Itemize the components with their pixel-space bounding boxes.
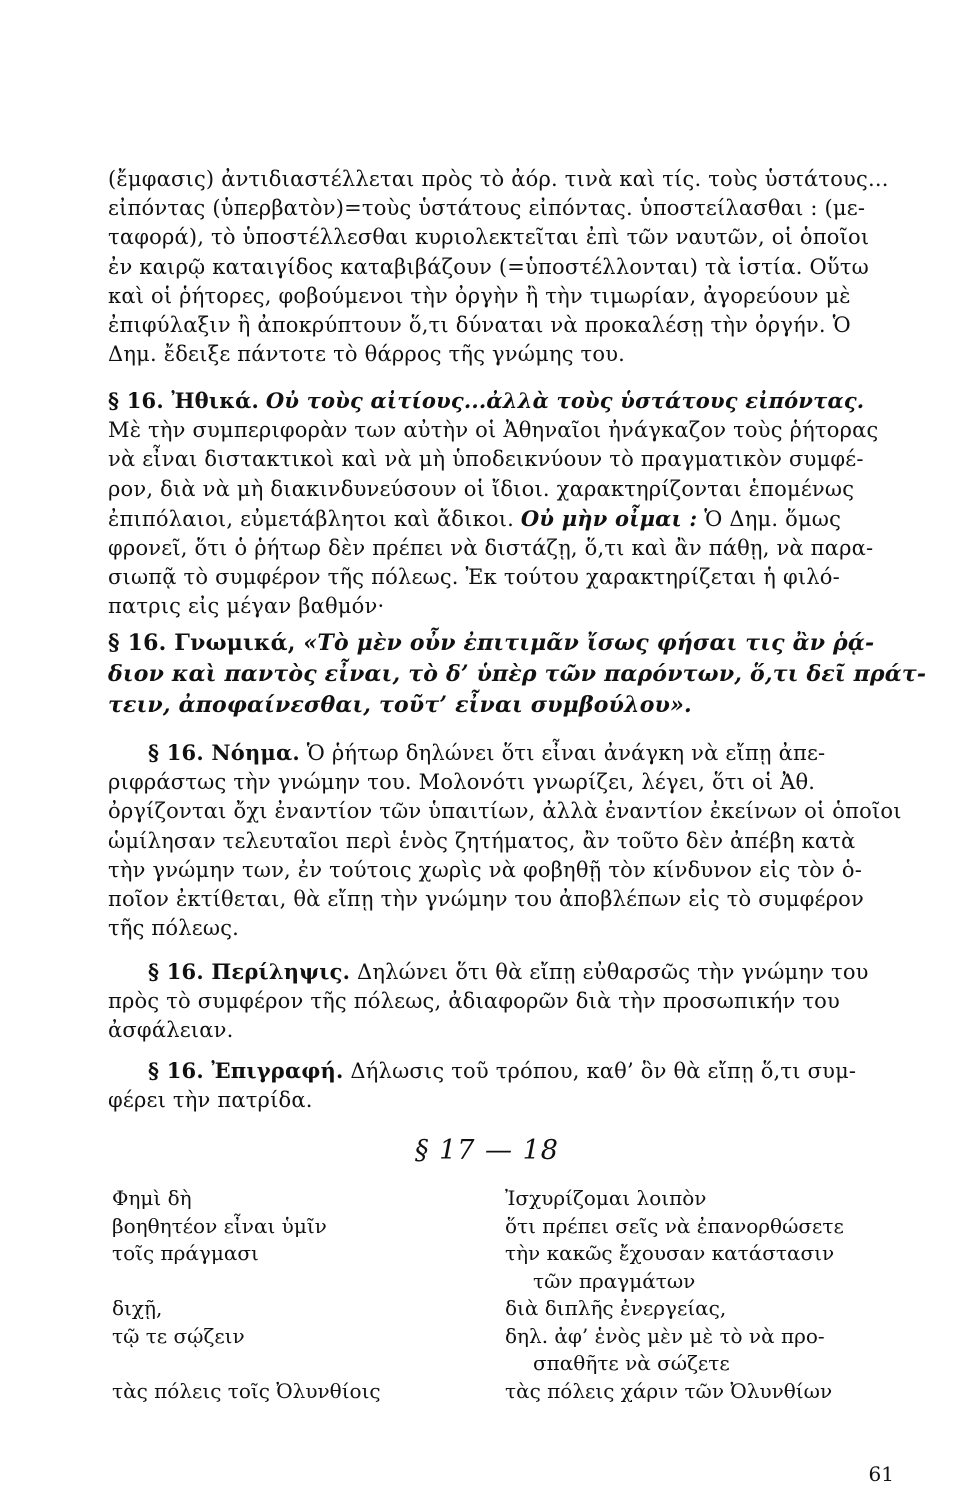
section-label: § 16. Γνωμικά, [108, 630, 296, 656]
perilipsis-section [108, 957, 898, 1046]
text-fragment: Δήλωσις τοῦ τρόπου, καθ’ ὃν θὰ εἴπῃ ὅ,τι συμ- [350, 1059, 857, 1083]
text-line: ἐν καιρῷ καταιγίδος καταβιβάζουν (=ὑποστέλλονται) τὰ ἱστία. Οὕτω [108, 254, 869, 279]
translation-line: δηλ. ἀφ’ ἑνὸς μὲν μὲ τὸ νὰ προ- [505, 1323, 825, 1348]
section-label: § 16. Ἠθικά. [108, 388, 260, 413]
text-line: εἰπόντας (ὑπερβατὸν)=τοὺς ὑστάτους εἰπόντας. ὑποστείλασθαι : (με- [108, 196, 866, 221]
section-heading-line [108, 386, 898, 416]
text-line: (ἔμφασις) ἀντιδιαστέλλεται πρὸς τὸ ἀόρ. τινὰ καὶ τίς. τοὺς ὑστάτους... [108, 167, 889, 191]
text-line-with-quote [108, 504, 898, 534]
quote-text: Οὐ μὴν οἶμαι : [520, 505, 698, 531]
translation-line: τὴν κακῶς ἔχουσαν κατάστασιν [505, 1241, 835, 1265]
section-label: § 16. Νόημα. [148, 740, 300, 765]
greek-text-column [112, 1185, 442, 1405]
section-label: § 16. Περίληψις. [148, 959, 351, 984]
greek-line: βοηθητέον εἶναι ὑμῖν [112, 1213, 327, 1238]
text-line: ριφράστως τὴν γνώμην του. Μολονότι γνωρίζει, λέγει, ὅτι οἱ Ἀθ. [108, 770, 816, 795]
text-line: Δημ. ἔδειξε πάντοτε τὸ θάρρος τῆς γνώμης του. [108, 342, 626, 367]
text-line: πρὸς τὸ συμφέρον τῆς πόλεως, ἀδιαφορῶν διὰ τὴν προσωπικήν του [108, 989, 840, 1014]
intro-paragraph [108, 165, 898, 369]
text-line: ὡμίλησαν τελευταῖοι περὶ ἑνὸς ζητήματος, ἂν τοῦτο δὲν ἀπέβη κατὰ [108, 828, 856, 853]
translation-column [505, 1185, 905, 1405]
translation-line: διὰ διπλῆς ἐνεργείας, [505, 1296, 727, 1320]
section-heading: § 17 — 18 [415, 1135, 559, 1166]
text-line: τὴν γνώμην των, ἐν τούτοις χωρὶς νὰ φοβηθῇ τὸν κίνδυνον εἰς τὸν ὁ- [108, 857, 863, 882]
ethika-section [108, 386, 898, 622]
greek-line: τῷ τε σῴζειν [112, 1323, 245, 1348]
text-fragment: Ὁ ῥήτωρ δηλώνει ὅτι εἶναι ἀνάγκη νὰ εἴπῃ ἀπε- [306, 741, 826, 765]
text-fragment: ἐπιπόλαιοι, εὐμετάβλητοι καὶ ἄδικοι. [108, 506, 515, 531]
greek-line: τὰς πόλεις τοῖς Ὀλυνθίοις [112, 1378, 381, 1403]
text-line [108, 1056, 898, 1086]
text-line: Μὲ τὴν συμπεριφορὰν των αὐτὴν οἱ Ἀθηναῖοι ἠνάγκαζον τοὺς ῥήτορας [108, 418, 879, 443]
text-line: ὀργίζονται ὄχι ἐναντίον τῶν ὑπαιτίων, ἀλλὰ ἐναντίον ἐκείνων οἱ ὁποῖοι [108, 799, 902, 824]
page-number: 61 [868, 1462, 894, 1486]
text-line: ποῖον ἐκτίθεται, θὰ εἴπῃ τὴν γνώμην του ἀποβλέπων εἰς τὸ συμφέρον [108, 887, 864, 912]
greek-line: διχῇ, [112, 1296, 163, 1320]
text-line: νὰ εἶναι διστακτικοὶ καὶ νὰ μὴ ὑποδεικνύουν τὸ πραγματικὸν συμφέ- [108, 447, 864, 472]
greek-line: τοῖς πράγμασι [112, 1241, 259, 1265]
text-line: ταφορά), τὸ ὑποστέλλεσθαι κυριολεκτεῖται ἐπὶ τῶν ναυτῶν, οἱ ὁποῖοι [108, 225, 870, 250]
quote-text: τειν, ἀποφαίνεσθαι, τοῦτ’ εἶναι συμβούλου». [108, 692, 692, 718]
quote-text: διον καὶ παντὸς εἶναι, τὸ δ’ ὑπὲρ τῶν παρόντων, ὅ,τι δεῖ πράτ- [108, 661, 927, 687]
text-line: πατρις εἰς μέγαν βαθμόν· [108, 594, 385, 619]
text-line: σιωπᾷ τὸ συμφέρον τῆς πόλεως. Ἐκ τούτου χαρακτηρίζεται ἡ φιλό- [108, 565, 840, 590]
text-line [108, 957, 898, 987]
epigrafi-section [108, 1056, 898, 1115]
text-line [108, 628, 898, 659]
noima-section [108, 738, 902, 943]
text-line: φέρει τὴν πατρίδα. [108, 1088, 313, 1113]
text-line: τῆς πόλεως. [108, 916, 240, 941]
text-fragment: Δηλώνει ὅτι θὰ εἴπῃ εὐθαρσῶς τὴν γνώμην του [356, 960, 869, 984]
quote-text: Οὐ τοὺς αἰτίους...ἀλλὰ τοὺς ὑστάτους εἰπόντας. [265, 388, 865, 413]
text-fragment: Ὁ Δημ. ὅμως [704, 506, 842, 531]
quote-text: «Τὸ μὲν οὖν ἐπιτιμᾶν ἴσως φήσαι τις ἂν ῥᾴ- [303, 630, 875, 656]
text-line: καὶ οἱ ῥήτορες, φοβούμενοι τὴν ὀργὴν ἢ τὴν τιμωρίαν, ἀγορεύουν μὲ [108, 283, 851, 308]
text-line [108, 690, 898, 721]
translation-line: τὰς πόλεις χάριν τῶν Ὀλυνθίων [505, 1378, 833, 1403]
text-line: ἀσφάλειαν. [108, 1018, 234, 1043]
text-line: ρον, διὰ νὰ μὴ διακινδυνεύσουν οἱ ἴδιοι. χαρακτηρίζονται ἑπομένως [108, 476, 855, 501]
text-line [108, 738, 898, 768]
gnomika-section [108, 628, 927, 721]
greek-line: Φημὶ δὴ [112, 1186, 192, 1210]
translation-line: Ἰσχυρίζομαι λοιπὸν [505, 1186, 707, 1210]
translation-line: τῶν πραγμάτων [533, 1268, 696, 1293]
translation-line: ὅτι πρέπει σεῖς νὰ ἐπανορθώσετε [505, 1213, 844, 1238]
text-line [108, 659, 927, 690]
translation-line: σπαθῆτε νὰ σώζετε [533, 1351, 730, 1375]
text-line: ἐπιφύλαξιν ἢ ἀποκρύπτουν ὅ,τι δύναται νὰ προκαλέσῃ τὴν ὀργήν. Ὁ [108, 313, 851, 338]
text-line: φρονεῖ, ὅτι ὁ ῥήτωρ δὲν πρέπει νὰ διστάζῃ, ὅ,τι καὶ ἂν πάθῃ, νὰ παρα- [108, 536, 874, 561]
section-label: § 16. Ἐπιγραφή. [148, 1058, 344, 1083]
